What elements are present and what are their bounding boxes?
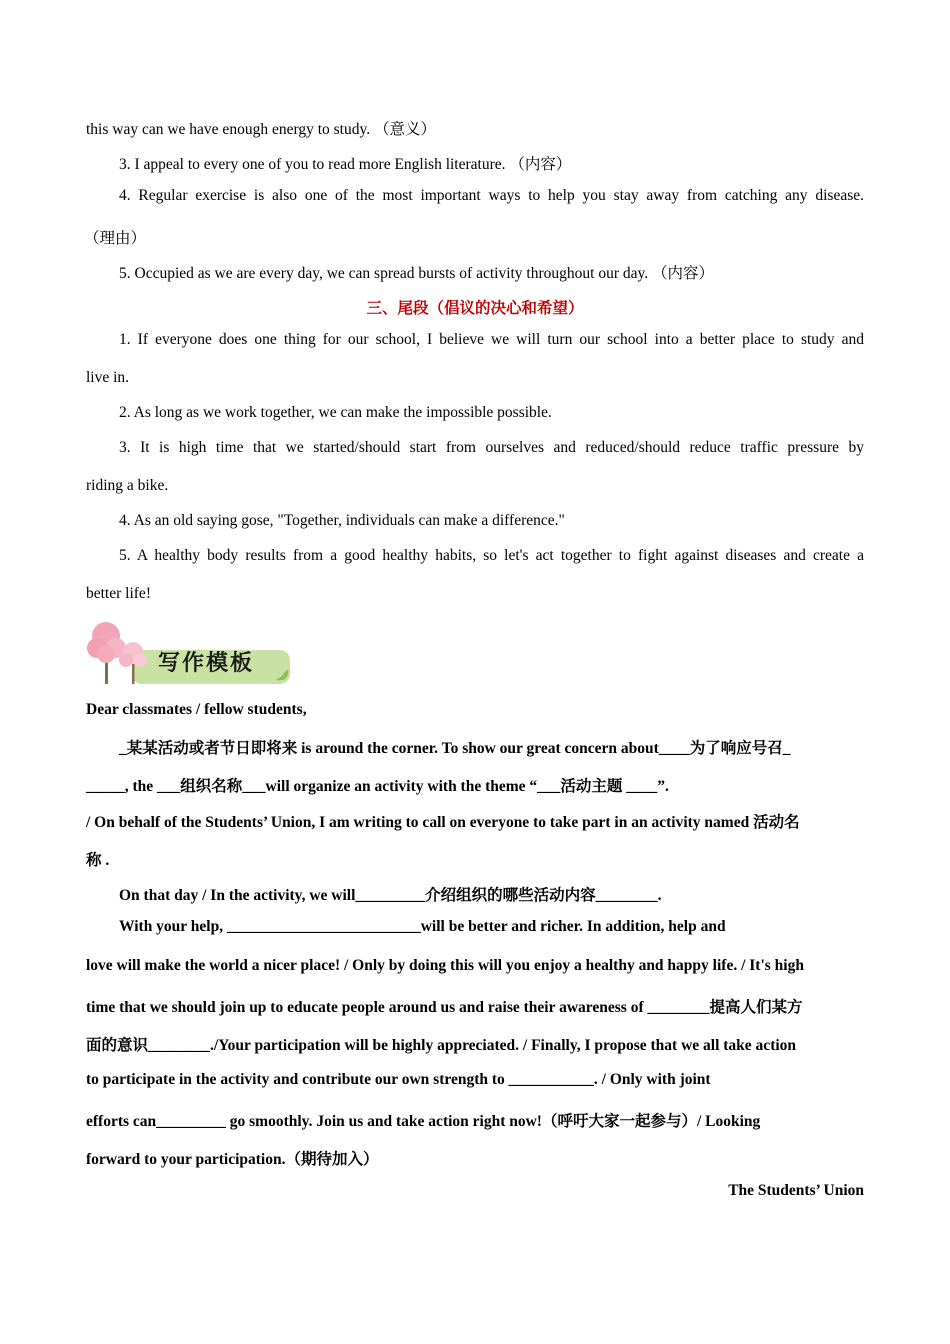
list-item: 5. A healthy body results from a good healthy habits, so let's act together to fight against diseases and create a: [119, 547, 864, 564]
signature: The Students’ Union: [728, 1182, 864, 1199]
text-line: _某某活动或者节日即将来 is around the corner. To show our great concern about____为了响应号召_: [119, 740, 791, 757]
text-line: With your help, _________________________will be better and richer. In addition, help and: [119, 918, 726, 935]
banner-title: 写作模板: [158, 651, 255, 676]
text-line: this way can we have enough energy to study. （意义）: [86, 121, 436, 138]
text-line: love will make the world a nicer place! / Only by doing this will you enjoy a healthy and happy life. / It's high: [86, 957, 804, 974]
text-line: live in.: [86, 369, 130, 386]
list-item: 5. Occupied as we are every day, we can spread bursts of activity throughout our day. （内容）: [119, 265, 714, 282]
text-line: better life!: [86, 585, 151, 602]
text-line: forward to your participation.（期待加入）: [86, 1151, 379, 1168]
list-item: 1. If everyone does one thing for our school, I believe we will turn our school into a better place to study and: [119, 331, 864, 348]
list-item: 4. As an old saying gose, "Together, individuals can make a difference.": [119, 512, 565, 529]
section-heading: 三、尾段（倡议的决心和希望）: [366, 300, 584, 317]
text-line: _____, the ___组织名称___will organize an activity with the theme “___活动主题 ____”.: [86, 778, 669, 795]
text-line: to participate in the activity and contribute our own strength to ___________. / Only with joint: [86, 1071, 711, 1088]
text-line: time that we should join up to educate people around us and raise their awareness of ________提高人们某方: [86, 999, 803, 1016]
tree-icon: [87, 622, 126, 684]
text-line: 称 .: [86, 852, 110, 869]
text-line: 面的意识________./Your participation will be highly appreciated. / Finally, I propose that we all take action: [86, 1037, 797, 1054]
text-line: efforts can_________ go smoothly. Join us and take action right now!（呼吁大家一起参与）/ Looking: [86, 1113, 761, 1130]
text-line: On that day / In the activity, we will_________介绍组织的哪些活动内容________.: [119, 887, 662, 904]
list-item: 2. As long as we work together, we can make the impossible possible.: [119, 404, 552, 421]
greeting: Dear classmates / fellow students,: [86, 701, 307, 718]
text-line: （理由）: [84, 230, 147, 247]
list-item: 3. It is high time that we started/should start from ourselves and reduced/should reduce traffic pressure by: [119, 439, 864, 456]
text-line: riding a bike.: [86, 477, 169, 494]
text-line: / On behalf of the Students’ Union, I am writing to call on everyone to take part in an activity named 活动名: [86, 814, 800, 831]
list-item: 3. I appeal to every one of you to read more English literature. （内容）: [119, 156, 572, 173]
list-item: 4. Regular exercise is also one of the most important ways to help you stay away from catching any disease.: [119, 187, 864, 204]
